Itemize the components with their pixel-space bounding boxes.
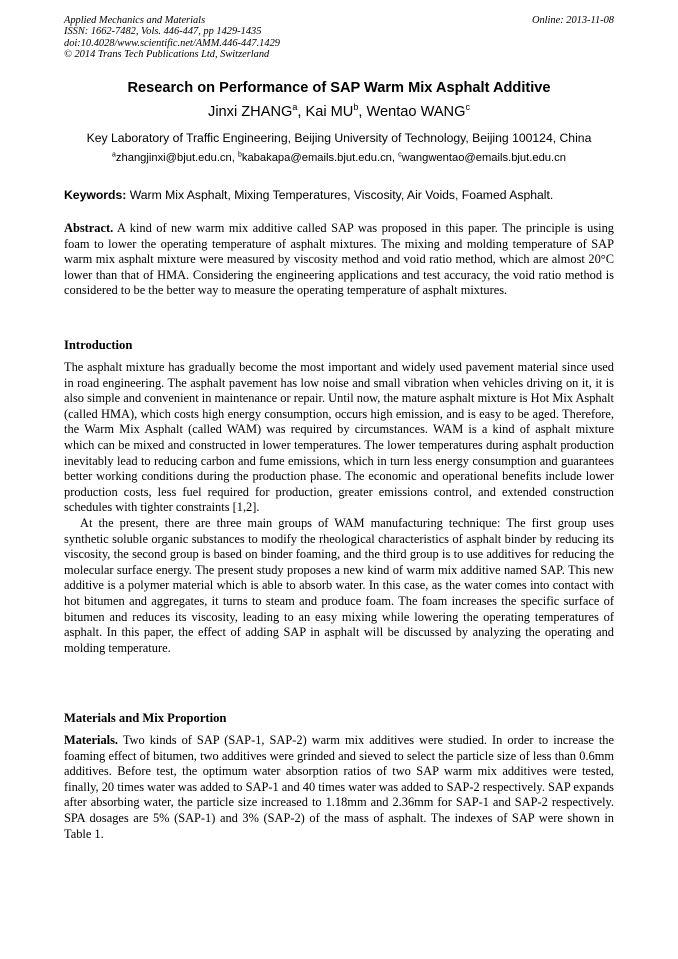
author-separator: , [297, 104, 306, 120]
email-superscript: c [398, 151, 402, 159]
introduction-paragraph-2: At the present, there are three main groups of WAM manufacturing technique: The first group uses synthetic soluble organic substances to modify the rheological characteristics of asphalt binder by reducing its viscosity, the second group is based on binder foaming, and the third group is to use additives for reducing the molecular surface energy. The present study proposes a new kind of warm mix additive named SAP. This new additive is a polymer material which is able to absorb water. In this case, as the water comes into contact with hot bitumen and aggregates, it turns to steam and produce foam. The foam increases the specific surface of bitumen and reduces its viscosity, leading to an easy mixing while lowering the operating temperatures of asphalt. In this paper, the effect of adding SAP in asphalt will be discussed by analyzing the operating and molding temperature. [64, 515, 614, 655]
introduction-body [64, 360, 614, 656]
materials-body [64, 733, 614, 842]
paper-title: Research on Performance of SAP Warm Mix Asphalt Additive [127, 80, 551, 96]
email-address[interactable]: wangwentao@emails.bjut.edu.cn [401, 152, 566, 164]
abstract [64, 221, 614, 299]
abstract-label: Abstract. [64, 221, 114, 235]
introduction-paragraph-1: The asphalt mixture has gradually become the most important and widely used pavement material since used in road engineering. The asphalt pavement has low noise and small vibration when vehicles driving on it, it is also simple and convenient in maintenance or repair. Until now, the mature asphalt mixture is Hot Mix Asphalt (called HMA), which costs high energy consumption, occurs high emission, and is easy to be aged. Therefore, the Warm Mix Asphalt (called WAM) was required by circumstances. WAM is a kind of asphalt mixture which can be mixed and constructed in lower temperatures. The lower temperatures during asphalt production inevitably lead to reducing carbon and fume emissions, which in turn less energy consumption and guarantees better working conditions during the production phase. The economic and operational benefits include lower production costs, less fuel required for production, greater emissions control, and extended construction schedules with tighter constraints [1,2]. [64, 360, 614, 515]
materials-heading: Materials and Mix Proportion [64, 711, 227, 725]
author-separator: , [358, 104, 367, 120]
author-superscript: a [292, 102, 298, 113]
introduction-heading: Introduction [64, 338, 133, 352]
abstract-text: A kind of new warm mix additive called SAP was proposed in this paper. The principle is using foam to lower the operating temperature of asphalt mixtures. The mixing and molding temperature of SAP warm mix asphalt mixture were measured by viscosity method and void ratio method, which are almost 20°C lower than that of HMA. Considering the engineering applications and test accuracy, the void ratio method is considered to be the better way to measure the operating temperature of asphalt mixtures. [64, 221, 614, 298]
materials-text: Two kinds of SAP (SAP-1, SAP-2) warm mix additives were studied. In order to increase the foaming effect of bitumen, two additives were grinded and sieved to select the particle size of less than 0.6mm additives. Before test, the optimum water absorption ratios of two SAP warm mix additives were tested, finally, 20 times water was added to SAP-1 and 40 times water was added to SAP-2 respectively. SAP expands after absorbing water, the particle size increased to 1.18mm and 2.36mm for SAP-1 and SAP-2 respectively. SPA dosages are 5% (SAP-1) and 3% (SAP-2) of the mass of asphalt. The indexes of SAP were shown in Table 1. [64, 733, 614, 841]
email-separator: , [391, 152, 399, 164]
doi-line: doi:10.4028/www.scientific.net/AMM.446-447.1429 [64, 37, 280, 49]
author-list [64, 104, 614, 120]
keywords-text: Warm Mix Asphalt, Mixing Temperatures, Viscosity, Air Voids, Foamed Asphalt. [126, 188, 554, 202]
email-list [64, 152, 614, 164]
author-name: Kai MU [305, 104, 354, 120]
author-name: Jinxi ZHANG [208, 104, 293, 120]
journal-header [64, 15, 614, 61]
copyright-line: © 2014 Trans Tech Publications Ltd, Switzerland [64, 49, 270, 61]
email-separator: , [231, 152, 238, 164]
keywords [64, 188, 614, 202]
author-superscript: b [353, 102, 359, 113]
author-superscript: c [465, 102, 470, 113]
email-superscript: b [237, 151, 242, 159]
affiliation: Key Laboratory of Traffic Engineering, Beijing University of Technology, Beijing 100124, China [86, 131, 592, 145]
online-date: Online: 2013-11-08 [531, 15, 614, 26]
issn-line: ISSN: 1662-7482, Vols. 446-447, pp 1429-1435 [64, 26, 262, 38]
email-address[interactable]: zhangjinxi@bjut.edu.cn [115, 152, 232, 164]
author-name: Wentao WANG [366, 104, 466, 120]
email-superscript: a [112, 151, 116, 159]
email-address[interactable]: kabakapa@emails.bjut.edu.cn [241, 152, 392, 164]
journal-name: Applied Mechanics and Materials [64, 15, 206, 26]
materials-label: Materials. [64, 733, 119, 747]
keywords-label: Keywords: [64, 188, 127, 202]
